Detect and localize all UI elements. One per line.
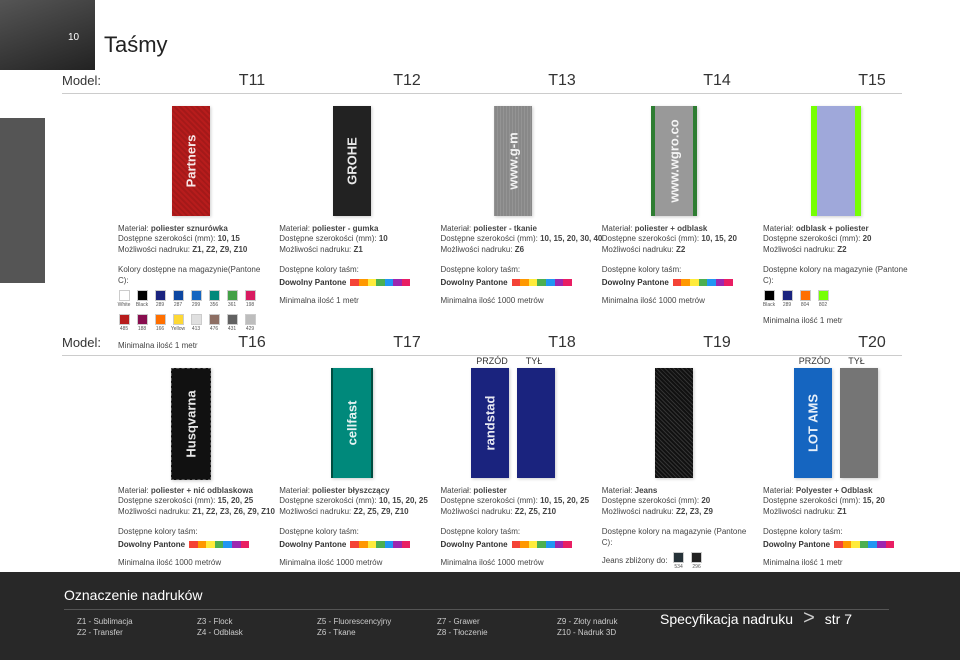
footer-col-2: [317, 617, 407, 637]
min-qty: Minimalna ilość 1 metr: [118, 340, 198, 350]
product-card-T17: [279, 368, 428, 589]
detail-row: Dostępne szerokości (mm): 20: [763, 234, 872, 244]
detail-value: Polyester + Odblask: [795, 486, 873, 495]
color-label: Dostępne kolory taśm:: [601, 265, 682, 275]
swatch-color: [673, 552, 684, 563]
swatch-item: [172, 314, 184, 333]
swatch-color: [119, 290, 130, 301]
detail-value: 10, 15, 20: [701, 234, 737, 244]
product-card-T19: [602, 368, 747, 589]
detail-row: Możliwości nadruku: Z2, Z3, Z9: [601, 506, 713, 516]
rainbow-strip: [512, 541, 572, 548]
product-image: [279, 106, 424, 216]
side-tab: [0, 118, 45, 283]
pantone-label: Dowolny Pantone: [440, 539, 508, 549]
min-qty: Minimalna ilość 1 metr: [763, 557, 843, 567]
label-front: PRZÓD: [798, 356, 831, 366]
detail-row: Dostępne szerokości (mm): 10, 15, 20, 25: [279, 496, 428, 506]
swatch-color: [155, 290, 166, 301]
product-card-T20: [763, 356, 908, 589]
product-card-T18: [440, 356, 590, 589]
footer-item: Z3 - Flock: [197, 617, 233, 626]
model-id: T12: [393, 72, 421, 89]
lanyard-text: www.g-m: [505, 132, 521, 190]
swatch-label: 804: [800, 301, 810, 308]
swatch-item: [208, 314, 220, 333]
detail-value: Z1, Z2, Z9, Z10: [192, 244, 248, 254]
swatch-item: [136, 314, 148, 333]
product-card-T16: [118, 368, 275, 589]
swatch-item: [118, 314, 130, 333]
swatch-label: 534: [674, 563, 683, 570]
footer: [0, 572, 960, 660]
swatch-label: 287: [173, 301, 183, 308]
model-header-row: [62, 70, 902, 94]
detail-value: odblask + poliester: [795, 224, 869, 233]
detail-row: Możliwości nadruku: Z1: [763, 506, 847, 516]
nav-page-link[interactable]: str 7: [824, 610, 852, 627]
detail-value: poliester błyszczący: [312, 486, 390, 495]
page-number: 10: [68, 32, 80, 43]
swatch-color: [764, 290, 775, 301]
footer-nav[interactable]: [660, 607, 852, 630]
detail-value: poliester sznurówka: [150, 224, 228, 233]
rainbow-strip: [834, 541, 894, 548]
footer-col-0: [77, 617, 167, 637]
detail-value: Z1: [837, 506, 847, 516]
footer-col-3: [437, 617, 527, 637]
swatch-color: [691, 552, 702, 563]
model-id: T19: [703, 334, 731, 351]
product-card-T15: [763, 106, 908, 351]
detail-row: Materiał: poliester + odblask: [601, 224, 708, 233]
chevron-right-icon[interactable]: >: [803, 607, 815, 629]
color-label: Dostępne kolory taśm:: [440, 265, 521, 275]
detail-row: Materiał: poliester błyszczący: [279, 486, 390, 495]
color-label: Dostępne kolory taśm:: [118, 527, 198, 537]
swatch-item: [208, 290, 220, 309]
detail-row: Dostępne szerokości (mm): 20: [601, 496, 711, 506]
detail-value: Z2: [837, 244, 847, 254]
detail-value: Z2, Z5, Z9, Z10: [353, 506, 409, 516]
swatch-item: [136, 290, 148, 309]
detail-value: poliester - gumka: [312, 224, 379, 233]
swatch-color: [209, 314, 220, 325]
swatch-label: 476: [209, 326, 219, 333]
pantone-label: Dowolny Pantone: [440, 277, 508, 287]
model-id: T17: [393, 334, 421, 351]
footer-item: Z8 - Tłoczenie: [437, 628, 488, 637]
detail-row: Materiał: poliester - gumka: [279, 224, 379, 233]
detail-value: Z2: [676, 244, 686, 254]
swatch-label: 413: [191, 326, 201, 333]
detail-value: 15, 20: [862, 496, 885, 506]
lanyard-text: GROHE: [344, 137, 360, 185]
page-title: Taśmy: [104, 32, 168, 57]
detail-value: poliester + odblask: [634, 224, 708, 233]
swatch-label: 485: [119, 326, 129, 333]
swatch-color: [173, 314, 184, 325]
swatch-color: [137, 314, 148, 325]
lanyard-text: LOT AMS: [805, 393, 820, 453]
swatch-label: 361: [227, 301, 237, 308]
footer-item: Z10 - Nadruk 3D: [557, 628, 617, 637]
swatch-color: [800, 290, 811, 301]
detail-value: 10, 15, 20, 25: [540, 496, 590, 506]
detail-row: Materiał: poliester sznurówka: [118, 224, 228, 233]
color-sub-label: Jeans zbliżony do:: [601, 555, 668, 565]
min-qty: Minimalna ilość 1000 metrów: [279, 557, 383, 567]
swatch-item: [190, 290, 202, 309]
detail-value: 10: [378, 234, 388, 244]
product-image: [763, 106, 908, 216]
swatch-item: [691, 552, 703, 571]
color-label: Dostępne kolory taśm:: [440, 527, 521, 537]
detail-row: Możliwości nadruku: Z2, Z5, Z9, Z10: [279, 506, 409, 516]
detail-row: Materiał: odblask + poliester: [763, 224, 869, 233]
detail-value: 10, 15, 20, 30, 40: [540, 234, 603, 244]
product-card-T11: [118, 106, 263, 351]
detail-row: Możliwości nadruku: Z2: [763, 244, 847, 254]
detail-value: Z1, Z2, Z3, Z6, Z9, Z10: [192, 506, 275, 516]
swatch-color: [245, 314, 256, 325]
detail-value: 20: [862, 234, 872, 244]
color-label: Dostępne kolory taśm:: [763, 527, 843, 537]
detail-value: Jeans: [634, 486, 658, 495]
label-front: PRZÓD: [476, 356, 508, 366]
swatch-item: [763, 290, 775, 309]
pantone-label: Dowolny Pantone: [763, 539, 831, 549]
swatch-label: 802: [818, 301, 828, 308]
detail-row: Materiał: Jeans: [601, 486, 658, 495]
model-id: T20: [858, 334, 886, 351]
detail-row: Możliwości nadruku: Z2: [601, 244, 686, 254]
rainbow-strip: [350, 541, 410, 548]
color-label: Dostępne kolory na magazynie (Pantone C):: [763, 265, 908, 285]
model-label: Model:: [62, 73, 102, 88]
model-id: T18: [548, 334, 576, 351]
min-qty: Minimalna ilość 1000 metrów: [440, 557, 544, 567]
lanyard-text: Husqvarna: [183, 390, 198, 458]
footer-item: Z7 - Grawer: [437, 617, 480, 626]
swatch-color: [227, 290, 238, 301]
product-image: [441, 356, 586, 478]
footer-col-4: [557, 617, 647, 637]
model-label: Model:: [62, 335, 102, 350]
detail-value: 10, 15: [217, 234, 240, 244]
swatch-color: [191, 314, 202, 325]
detail-value: 10, 15, 20, 25: [378, 496, 428, 506]
swatch-item: [244, 314, 256, 333]
detail-row: Dostępne szerokości (mm): 10, 15: [118, 234, 240, 244]
min-qty: Minimalna ilość 1 metr: [763, 316, 843, 326]
swatch-label: White: [117, 301, 131, 308]
footer-item: Z5 - Fluorescencyjny: [317, 617, 392, 626]
swatch-item: [673, 552, 685, 571]
lanyard-text: www.wgro.co: [666, 119, 682, 203]
swatch-color: [245, 290, 256, 301]
model-id: T15: [858, 72, 886, 89]
swatch-item: [799, 290, 811, 309]
detail-value: 20: [701, 496, 711, 506]
pantone-label: Dowolny Pantone: [279, 277, 347, 287]
swatch-item: [172, 290, 184, 309]
detail-row: Dostępne szerokości (mm): 15, 20: [763, 496, 885, 506]
detail-row: Materiał: poliester - tkanie: [440, 224, 537, 233]
swatch-color: [818, 290, 829, 301]
footer-col-1: [197, 617, 287, 637]
rainbow-strip: [673, 279, 733, 286]
footer-item: Z9 - Złoty nadruk: [557, 617, 618, 626]
product-card-T14: [602, 106, 747, 351]
swatch-color: [155, 314, 166, 325]
swatch-color: [209, 290, 220, 301]
footer-item: Z4 - Odblask: [197, 628, 243, 637]
detail-value: poliester - tkanie: [473, 224, 537, 233]
swatch-label: 429: [245, 326, 255, 333]
swatch-color: [227, 314, 238, 325]
label-back: TYŁ: [848, 356, 865, 366]
detail-row: Dostępne szerokości (mm): 15, 20, 25: [118, 496, 254, 506]
swatch-item: [226, 290, 238, 309]
lanyard-text: cellfast: [344, 400, 360, 446]
lanyard-text: Partners: [183, 134, 198, 188]
swatch-item: [118, 290, 130, 309]
model-header-row: [62, 332, 902, 356]
swatch-label: Yellow: [170, 326, 186, 333]
lanyard-text: randstad: [482, 395, 498, 451]
swatch-label: 198: [245, 301, 255, 308]
rainbow-strip: [350, 279, 410, 286]
detail-value: Z2, Z5, Z10: [514, 506, 557, 516]
model-id: T14: [703, 72, 731, 89]
product-image: [441, 106, 586, 216]
min-qty: Minimalna ilość 1000 metrów: [118, 557, 222, 567]
swatch-color: [191, 290, 202, 301]
min-qty: Minimalna ilość 1000 metrów: [440, 295, 544, 305]
detail-value: 15, 20, 25: [217, 496, 254, 506]
swatch-label: 166: [155, 326, 165, 333]
detail-value: Z1: [353, 244, 363, 254]
product-image: [602, 368, 747, 478]
swatch-item: [154, 290, 166, 309]
detail-row: Możliwości nadruku: Z1, Z2, Z3, Z6, Z9, Z10: [118, 506, 275, 516]
detail-row: Dostępne szerokości (mm): 10: [279, 234, 388, 244]
detail-row: Możliwości nadruku: Z6: [440, 244, 525, 254]
product-image: [118, 368, 263, 478]
swatch-label: 356: [209, 301, 219, 308]
product-grid-row: [118, 106, 908, 351]
swatch-item: [190, 314, 202, 333]
swatch-label: 296: [692, 563, 701, 570]
color-label: Dostępne kolory taśm:: [279, 265, 359, 275]
swatch-label: 289: [782, 301, 792, 308]
swatch-label: 188: [137, 326, 147, 333]
swatch-label: 299: [191, 301, 201, 308]
detail-row: Dostępne szerokości (mm): 10, 15, 20, 25: [440, 496, 590, 506]
nav-text[interactable]: Specyfikacja nadruku: [660, 610, 794, 627]
pantone-label: Dowolny Pantone: [601, 277, 669, 287]
swatch-color: [173, 290, 184, 301]
detail-row: Dostępne szerokości (mm): 10, 15, 20: [601, 234, 737, 244]
pantone-label: Dowolny Pantone: [279, 539, 347, 549]
detail-value: poliester + nić odblaskowa: [150, 486, 253, 495]
detail-row: Materiał: Polyester + Odblask: [763, 486, 873, 495]
detail-row: Materiał: poliester + nić odblaskowa: [118, 486, 253, 495]
product-image: [602, 106, 747, 216]
model-id: T16: [238, 334, 266, 351]
swatch-item: [781, 290, 793, 309]
color-label: Dostępne kolory na magazynie (Pantone C):: [601, 527, 747, 547]
swatch-item: [154, 314, 166, 333]
swatch-color: [137, 290, 148, 301]
model-id: T11: [238, 72, 266, 89]
product-grid-row: [118, 356, 908, 589]
color-label: Kolory dostępne na magazynie(Pantone C):: [118, 265, 261, 285]
footer-columns: [77, 617, 647, 637]
footer-item: Z2 - Transfer: [77, 628, 123, 637]
footer-item: Z1 - Sublimacja: [77, 617, 133, 626]
detail-row: Możliwości nadruku: Z2, Z5, Z10: [440, 506, 557, 516]
product-image: [279, 368, 424, 478]
product-image: [118, 106, 263, 216]
swatch-color: [119, 314, 130, 325]
rainbow-strip: [189, 541, 249, 548]
rainbow-strip: [512, 279, 572, 286]
label-back: TYŁ: [525, 356, 543, 366]
detail-row: Dostępne szerokości (mm): 10, 15, 20, 30, 40: [440, 234, 603, 244]
footer-item: Z6 - Tkane: [317, 628, 356, 637]
swatch-item: [226, 314, 238, 333]
swatch-label: Black: [135, 301, 149, 308]
detail-row: Materiał: poliester: [440, 486, 507, 495]
swatch-label: Black: [762, 301, 776, 308]
product-image: [763, 356, 908, 478]
swatch-label: 289: [155, 301, 165, 308]
swatch-color: [782, 290, 793, 301]
footer-title: Oznaczenie nadruków: [64, 587, 203, 603]
model-id: T13: [548, 72, 576, 89]
swatch-label: 431: [227, 326, 237, 333]
detail-value: Z6: [514, 244, 525, 254]
min-qty: Minimalna ilość 1 metr: [279, 295, 359, 305]
swatch-item: [817, 290, 829, 309]
detail-row: Możliwości nadruku: Z1: [279, 244, 363, 254]
detail-row: Możliwości nadruku: Z1, Z2, Z9, Z10: [118, 244, 248, 254]
min-qty: Minimalna ilość 1000 metrów: [601, 295, 705, 305]
product-card-T12: [279, 106, 424, 351]
color-label: Dostępne kolory taśm:: [279, 527, 359, 537]
product-card-T13: [440, 106, 603, 351]
pantone-label: Dowolny Pantone: [118, 539, 186, 549]
detail-value: poliester: [473, 486, 507, 495]
detail-value: Z2, Z3, Z9: [676, 506, 713, 516]
page-tab-bg: [0, 0, 95, 70]
swatch-item: [244, 290, 256, 309]
